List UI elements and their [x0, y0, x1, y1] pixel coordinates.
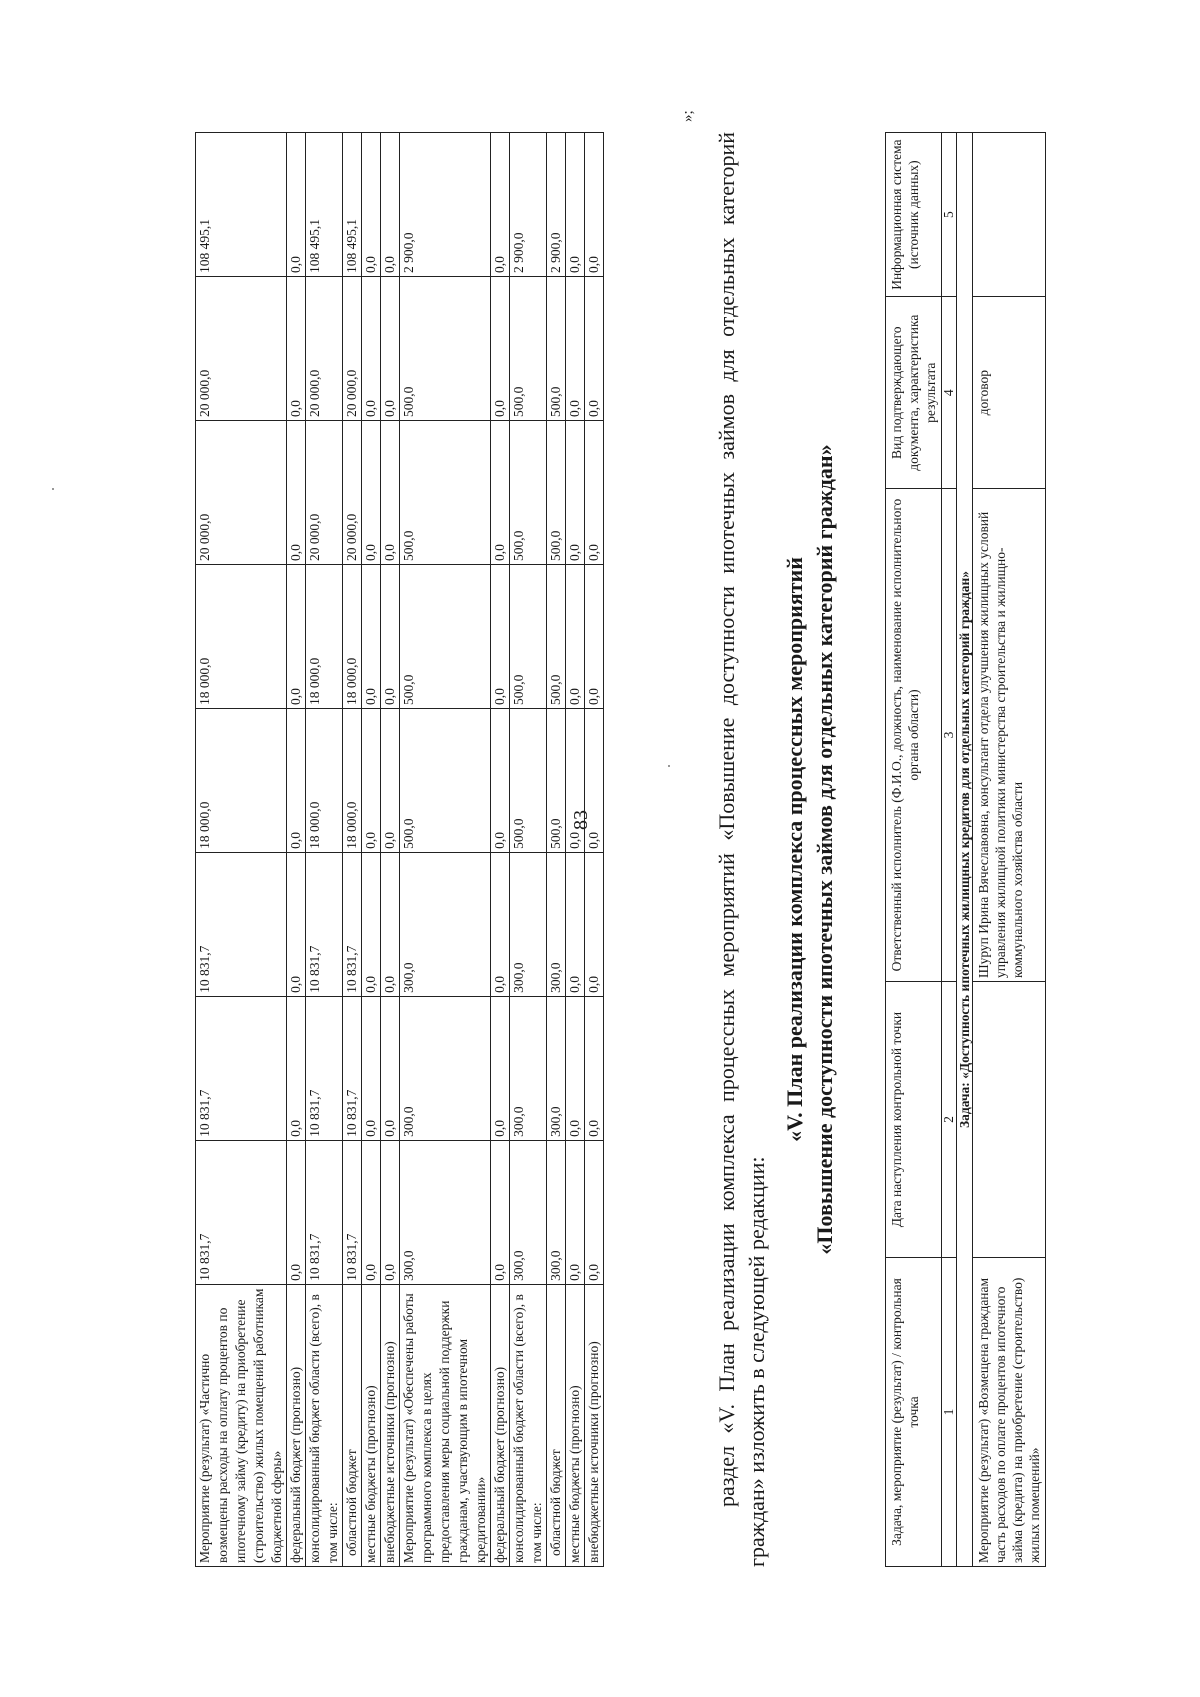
finance-value: 20 000,0	[196, 421, 287, 565]
finance-value: 10 831,7	[196, 852, 287, 996]
finance-value: 18 000,0	[343, 564, 362, 708]
finance-value: 2 900,0	[547, 133, 566, 277]
finance-row-label: областной бюджет	[547, 1284, 566, 1566]
header-system: Информационная система (источник данных)	[886, 133, 942, 297]
finance-value: 0,0	[491, 996, 510, 1140]
finance-row-label: Мероприятие (результат) «Частично возмещены расходы на оплату процентов по ипотечному займу (кредиту) на приобретение (строительство) жилых помещений работникам бюджетной сферы»	[196, 1284, 287, 1566]
finance-value: 0,0	[585, 277, 604, 421]
finance-value: 0,0	[381, 996, 400, 1140]
finance-table	[195, 132, 604, 1567]
finance-row-label: местные бюджеты (прогнозно)	[566, 1284, 585, 1566]
finance-value: 0,0	[585, 564, 604, 708]
finance-value: 0,0	[491, 564, 510, 708]
finance-value: 0,0	[566, 852, 585, 996]
finance-value: 500,0	[547, 564, 566, 708]
amendment-paragraph: раздел «V. План реализации комплекса процессных мероприятий «Повышение доступности ипотечных займов для отдельных категорий граждан» изложить в следующей редакции:	[714, 132, 769, 1567]
finance-value: 300,0	[547, 1140, 566, 1284]
finance-row	[381, 133, 400, 1567]
finance-value: 18 000,0	[306, 708, 343, 852]
finance-value: 108 495,1	[306, 133, 343, 277]
finance-value: 0,0	[381, 852, 400, 996]
column-number: 3	[942, 489, 957, 982]
finance-value: 0,0	[287, 708, 306, 852]
finance-value: 0,0	[381, 277, 400, 421]
header-document: Вид подтверждающего документа, характеристика результата	[886, 297, 942, 489]
finance-row	[491, 133, 510, 1567]
finance-value: 0,0	[287, 421, 306, 565]
finance-row	[510, 133, 547, 1567]
finance-value: 10 831,7	[196, 996, 287, 1140]
plan-table-header-row	[886, 133, 942, 1567]
section-heading-line-1: «V. План реализации комплекса процессных мероприятий	[782, 557, 807, 1142]
finance-value: 0,0	[287, 1140, 306, 1284]
finance-value: 108 495,1	[343, 133, 362, 277]
finance-value: 0,0	[585, 1140, 604, 1284]
column-number-row	[942, 133, 957, 1567]
plan-table	[885, 132, 1046, 1567]
finance-value: 500,0	[547, 277, 566, 421]
finance-value: 2 900,0	[510, 133, 547, 277]
finance-value: 18 000,0	[196, 564, 287, 708]
scan-speck	[668, 765, 670, 767]
finance-row-label: Мероприятие (результат) «Обеспечены работы программного комплекса в целях предоставления меры социальной поддержки гражданам, участвующим в ипотечном кредитовании»	[400, 1284, 491, 1566]
finance-row	[400, 133, 491, 1567]
finance-value: 0,0	[491, 277, 510, 421]
finance-value: 0,0	[566, 1140, 585, 1284]
plan-system	[973, 133, 1046, 297]
finance-row	[196, 133, 287, 1567]
finance-value: 0,0	[287, 564, 306, 708]
finance-value: 0,0	[381, 564, 400, 708]
finance-value: 10 831,7	[306, 852, 343, 996]
finance-value: 20 000,0	[306, 277, 343, 421]
finance-value: 10 831,7	[196, 1140, 287, 1284]
finance-row-label: федеральный бюджет (прогнозно)	[287, 1284, 306, 1566]
section-heading	[780, 132, 840, 1567]
closing-quote-mark: »;	[680, 110, 696, 122]
finance-value: 500,0	[510, 277, 547, 421]
finance-value: 0,0	[362, 996, 381, 1140]
header-date: Дата наступления контрольной точки	[886, 982, 942, 1258]
page-number: 83	[570, 810, 592, 830]
header-executor: Ответственный исполнитель (Ф.И.О., должность, наименование исполнительного органа области)	[886, 489, 942, 982]
plan-date	[973, 982, 1046, 1258]
finance-value: 0,0	[381, 421, 400, 565]
finance-value: 2 900,0	[400, 133, 491, 277]
plan-row	[973, 133, 1046, 1567]
finance-value: 10 831,7	[343, 996, 362, 1140]
finance-value: 0,0	[491, 708, 510, 852]
finance-value: 0,0	[491, 421, 510, 565]
finance-value: 300,0	[400, 996, 491, 1140]
finance-row-label: консолидированный бюджет области (всего), в том числе:	[306, 1284, 343, 1566]
finance-row	[306, 133, 343, 1567]
finance-value: 0,0	[381, 133, 400, 277]
finance-value: 0,0	[491, 1140, 510, 1284]
finance-row-label: федеральный бюджет (прогнозно)	[491, 1284, 510, 1566]
finance-value: 0,0	[566, 421, 585, 565]
finance-value: 500,0	[547, 708, 566, 852]
finance-value: 10 831,7	[306, 1140, 343, 1284]
column-number: 4	[942, 297, 957, 489]
finance-value: 18 000,0	[196, 708, 287, 852]
finance-value: 500,0	[510, 708, 547, 852]
finance-value: 0,0	[585, 708, 604, 852]
finance-value: 300,0	[510, 852, 547, 996]
finance-row-label: областной бюджет	[343, 1284, 362, 1566]
section-heading-line-2: «Повышение доступности ипотечных займов для отдельных категорий граждан»	[812, 444, 837, 1255]
finance-value: 500,0	[510, 564, 547, 708]
finance-value: 300,0	[547, 996, 566, 1140]
finance-value: 10 831,7	[306, 996, 343, 1140]
finance-value: 20 000,0	[196, 277, 287, 421]
finance-value: 500,0	[400, 564, 491, 708]
finance-value: 0,0	[287, 133, 306, 277]
finance-value: 300,0	[510, 996, 547, 1140]
finance-row	[287, 133, 306, 1567]
finance-value: 500,0	[547, 421, 566, 565]
finance-value: 0,0	[381, 708, 400, 852]
task-title: Задача: «Доступность ипотечных жилищных кредитов для отдельных категорий граждан»	[957, 133, 973, 1567]
finance-value: 0,0	[362, 564, 381, 708]
finance-value: 500,0	[400, 421, 491, 565]
finance-value: 0,0	[491, 133, 510, 277]
finance-row	[362, 133, 381, 1567]
column-number: 1	[942, 1258, 957, 1567]
finance-row	[343, 133, 362, 1567]
scan-speck	[52, 488, 54, 490]
finance-row-label: внебюджетные источники (прогнозно)	[381, 1284, 400, 1566]
finance-value: 0,0	[585, 996, 604, 1140]
finance-value: 0,0	[362, 1140, 381, 1284]
finance-value: 20 000,0	[306, 421, 343, 565]
finance-value: 0,0	[566, 133, 585, 277]
finance-value: 0,0	[381, 1140, 400, 1284]
finance-value: 18 000,0	[343, 708, 362, 852]
plan-document: договор	[973, 297, 1046, 489]
finance-value: 500,0	[400, 277, 491, 421]
finance-value: 0,0	[287, 277, 306, 421]
finance-value: 0,0	[491, 852, 510, 996]
finance-value: 0,0	[362, 708, 381, 852]
finance-row-label: местные бюджеты (прогнозно)	[362, 1284, 381, 1566]
finance-value: 0,0	[566, 277, 585, 421]
finance-value: 300,0	[547, 852, 566, 996]
header-activity: Задача, мероприятие (результат) / контрольная точка	[886, 1258, 942, 1567]
plan-executor: Шуруп Ирина Вячеславовна, консультант отдела улучшения жилищных условий управления жилищной политики министерства строительства и жилищно-коммунального хозяйства области	[973, 489, 1046, 982]
finance-value: 10 831,7	[343, 1140, 362, 1284]
finance-value: 20 000,0	[343, 277, 362, 421]
finance-value: 0,0	[566, 564, 585, 708]
finance-row-label: консолидированный бюджет области (всего), в том числе:	[510, 1284, 547, 1566]
finance-value: 0,0	[287, 996, 306, 1140]
finance-value: 0,0	[362, 277, 381, 421]
column-number: 2	[942, 982, 957, 1258]
finance-value: 500,0	[400, 708, 491, 852]
finance-value: 500,0	[510, 421, 547, 565]
finance-value: 20 000,0	[343, 421, 362, 565]
plan-activity: Мероприятие (результат) «Возмещена гражданам часть расходов по оплате процентов ипотечного займа (кредита) на приобретение (строительство) жилых помещений»	[973, 1258, 1046, 1567]
finance-value: 0,0	[362, 852, 381, 996]
finance-row	[585, 133, 604, 1567]
finance-value: 300,0	[400, 852, 491, 996]
finance-value: 0,0	[585, 133, 604, 277]
finance-value: 300,0	[400, 1140, 491, 1284]
finance-value: 0,0	[287, 852, 306, 996]
task-row	[957, 133, 973, 1567]
column-number: 5	[942, 133, 957, 297]
finance-value: 0,0	[362, 133, 381, 277]
finance-row	[547, 133, 566, 1567]
finance-row	[566, 133, 585, 1567]
finance-row-label: внебюджетные источники (прогнозно)	[585, 1284, 604, 1566]
finance-value: 108 495,1	[196, 133, 287, 277]
amendment-text	[712, 132, 772, 1567]
finance-value: 0,0	[566, 996, 585, 1140]
finance-value: 300,0	[510, 1140, 547, 1284]
finance-value: 0,0	[362, 421, 381, 565]
finance-value: 0,0	[585, 852, 604, 996]
finance-value: 0,0	[566, 708, 585, 852]
finance-value: 18 000,0	[306, 564, 343, 708]
finance-value: 10 831,7	[343, 852, 362, 996]
finance-value: 0,0	[585, 421, 604, 565]
